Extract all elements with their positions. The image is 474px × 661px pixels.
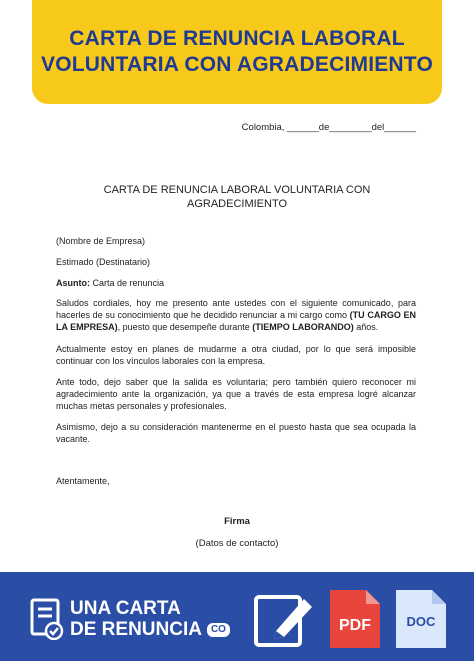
closing: Atentamente, [56, 476, 110, 486]
brand-suffix-badge: CO [207, 623, 230, 637]
subject-label: Asunto: [56, 278, 90, 288]
paragraph-1-text-b: , puesto que desempeñe durante [117, 322, 253, 332]
pdf-file-icon[interactable] [326, 586, 384, 652]
banner-title-line1: CARTA DE RENUNCIA LABORAL [69, 27, 405, 50]
document-check-icon [30, 598, 64, 640]
recipient-greeting: Estimado (Destinatario) [56, 257, 151, 267]
title-banner [32, 0, 442, 104]
pdf-label: PDF [339, 617, 371, 634]
date-line: Colombia, ______de________del______ [241, 122, 416, 133]
document-title-line1: CARTA DE RENUNCIA LABORAL VOLUNTARIA CON [103, 184, 371, 196]
contact-info: (Datos de contacto) [195, 538, 279, 549]
subject-line [56, 277, 416, 289]
subject-text: Carta de renuncia [90, 278, 165, 288]
document-title-line2: AGRADECIMIENTO [186, 198, 288, 210]
doc-label: DOC [406, 614, 436, 629]
doc-file-icon[interactable] [392, 586, 450, 652]
brand-name-line1: UNA CARTA [70, 598, 181, 619]
paragraph-1-text-a: Saludos cordiales, hoy me presento ante ustedes con el siguiente comunicado, para hacerles de su conocimiento que he decidido renunciar a mi cargo como [56, 298, 416, 320]
paragraph-1-text-c: años. [353, 322, 379, 332]
time-worked-placeholder: (TIEMPO LABORANDO) [252, 322, 354, 332]
paragraph-2: Actualmente estoy en planes de mudarme a otra ciudad, por lo que será imposible continuar con los vínculos laborales con la empresa. [56, 344, 416, 366]
brand-name-line2 [70, 620, 230, 640]
paragraph-1 [56, 297, 416, 333]
company-name: (Nombre de Empresa) [56, 236, 146, 246]
signature-label: Firma [224, 516, 250, 527]
paragraph-4: Asimismo, dejo a su consideración mantenerme en el puesto hasta que sea ocupada la vacante. [56, 422, 416, 444]
brand-name-line2-text: DE RENUNCIA [70, 619, 202, 640]
edit-document-icon[interactable] [252, 591, 314, 649]
banner-title-line2: VOLUNTARIA CON AGRADECIMIENTO [41, 53, 433, 76]
document-title [40, 183, 434, 211]
job-title-placeholder: (TU CARGO EN LA EMPRESA) [56, 310, 417, 332]
paragraph-3: Ante todo, dejo saber que la salida es voluntaria; pero también quiero reconocer mi agradecimiento ante la organización, ya que a través de esta empresa logré alcanzar muchas metas personales y profesionales. [56, 377, 416, 411]
